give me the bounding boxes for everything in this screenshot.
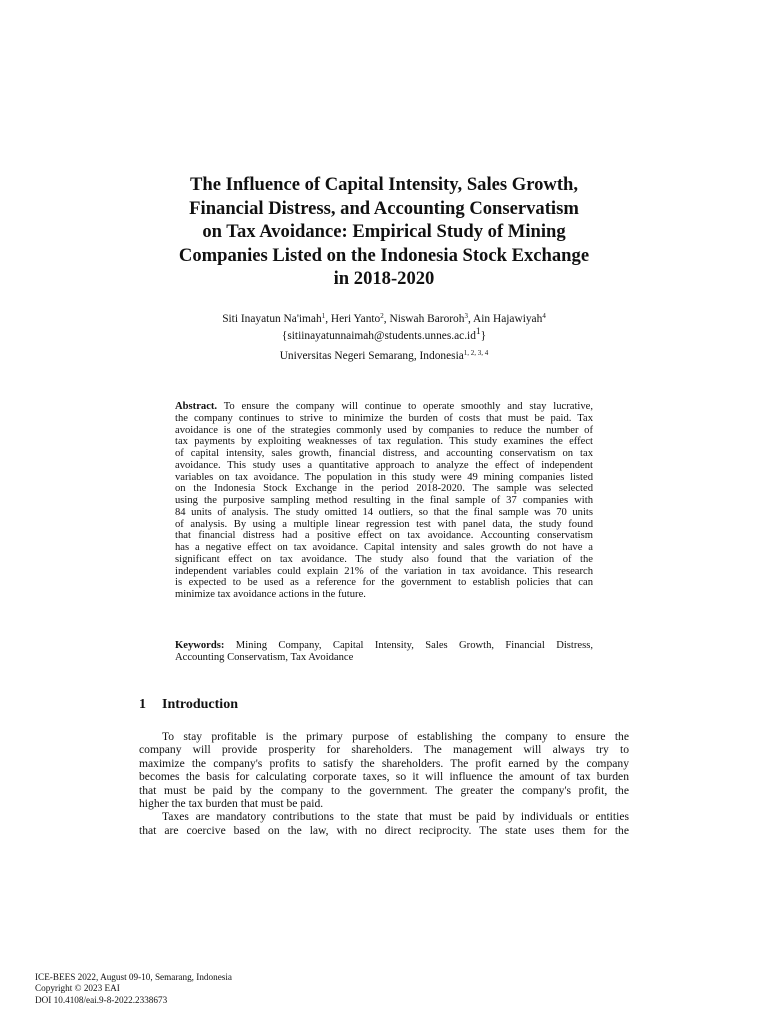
title-line: on Tax Avoidance: Empirical Study of Mining bbox=[202, 221, 566, 242]
author-affiliation-mark: 2 bbox=[380, 312, 384, 320]
abstract-line: of capital intensity, sales growth, financial distress, and accounting conservatism on tax bbox=[175, 448, 593, 459]
abstract-line: tax payments by exploiting weaknesses of tax regulation. This study examines the effect bbox=[175, 436, 593, 448]
body-line: that are coercive based on the law, with no direct reciprocity. The state uses them for the bbox=[139, 823, 629, 837]
keywords-line bbox=[175, 640, 593, 652]
page-footer bbox=[35, 972, 232, 1006]
abstract-line: using the purposive sampling method resulting in the final sample of 37 companies with bbox=[175, 495, 593, 506]
body-line: company will provide prosperity for shareholders. The management will always try to bbox=[139, 743, 629, 757]
abstract-line bbox=[175, 401, 593, 413]
author-name: Niswah Baroroh bbox=[389, 313, 465, 325]
body-line: higher the tax burden that must be paid. bbox=[139, 797, 324, 811]
paper-title bbox=[140, 173, 628, 291]
email-close-brace: } bbox=[480, 329, 487, 342]
section-heading bbox=[139, 697, 238, 713]
abstract-line: of analysis. By using a multiple linear regression test with panel data, the study found bbox=[175, 518, 593, 530]
abstract-line: minimize tax avoidance actions in the future. bbox=[175, 589, 366, 600]
author-list bbox=[140, 313, 628, 326]
author-name: Siti Inayatun Na'imah bbox=[222, 313, 322, 325]
abstract-line: that financial distress had a positive effect on tax avoidance. Accounting conservatism bbox=[175, 530, 593, 542]
email-text: {sitiinayatunnaimah@students.unnes.ac.id bbox=[281, 329, 476, 342]
abstract-line: variables on tax avoidance. The population in this study were 49 mining companies listed bbox=[175, 471, 593, 483]
abstract-line: has a negative effect on tax avoidance. Capital intensity and sales growth do not have a bbox=[175, 542, 593, 553]
author-email bbox=[140, 326, 628, 343]
title-line: Financial Distress, and Accounting Conservatism bbox=[189, 197, 579, 219]
author-name: Heri Yanto bbox=[330, 313, 381, 325]
email-affiliation-mark: 1 bbox=[475, 327, 481, 337]
footer-doi: DOI 10.4108/eai.9-8-2022.2338673 bbox=[35, 994, 168, 1005]
abstract-line: on the Indonesia Stock Exchange in the period 2018-2020. The sample was selected bbox=[175, 483, 593, 495]
keywords bbox=[175, 640, 593, 664]
abstract-line: independent variables could explain 21% of the variation in tax avoidance. This research bbox=[175, 565, 593, 577]
keywords-label: Keywords: bbox=[175, 640, 225, 651]
author-affiliation-mark: 4 bbox=[542, 312, 546, 320]
footer-copyright: Copyright © 2023 EAI bbox=[35, 983, 120, 994]
abstract-text: To ensure the company will continue to operate smoothly and stay lucrative, bbox=[217, 401, 593, 412]
keywords-line: Accounting Conservatism, Tax Avoidance bbox=[175, 651, 354, 663]
body-line: that must be paid by the company to the government. The greater the company's profit, the bbox=[139, 783, 629, 797]
abstract-line: 84 units of analysis. The study omitted 14 outliers, so that the final sample was 70 units bbox=[175, 506, 593, 518]
abstract-label: Abstract. bbox=[175, 401, 218, 412]
abstract-line: avoidance. This study uses a quantitative approach to analyze the effect of independent bbox=[175, 459, 593, 471]
abstract bbox=[175, 401, 593, 601]
title-line: in 2018-2020 bbox=[333, 268, 435, 289]
abstract-line: is expected to be used as a reference for the government to establish policies that can bbox=[175, 577, 593, 589]
abstract-line: significant effect on tax avoidance. The study also found that the variation of the bbox=[175, 553, 593, 565]
section-title: Introduction bbox=[162, 697, 238, 712]
body-text bbox=[139, 730, 629, 837]
section-number: 1 bbox=[139, 697, 146, 712]
author-separator: , bbox=[467, 313, 474, 325]
author-affiliation-mark: 1 bbox=[321, 312, 326, 320]
body-line: To stay profitable is the primary purpose of establishing the company to ensure the bbox=[162, 730, 629, 743]
footer-conference: ICE-BEES 2022, August 09-10, Semarang, Indonesia bbox=[35, 972, 232, 982]
author-affiliation-mark: 3 bbox=[464, 312, 468, 320]
author-affiliation bbox=[140, 350, 628, 363]
title-line: The Influence of Capital Intensity, Sales Growth, bbox=[189, 174, 579, 195]
author-separator: , bbox=[325, 313, 331, 325]
abstract-line: the company continues to strive to minimize the burden of costs that must be paid. Tax bbox=[175, 412, 593, 424]
keywords-text: Mining Company, Capital Intensity, Sales Growth, Financial Distress, bbox=[224, 640, 593, 651]
affiliation-marks: 1, 2, 3, 4 bbox=[463, 349, 489, 357]
author-name: Ain Hajawiyah bbox=[473, 313, 543, 325]
title-line: Companies Listed on the Indonesia Stock Exchange bbox=[178, 244, 590, 266]
author-separator: , bbox=[383, 313, 390, 325]
abstract-line: avoidance is one of the strategies commonly used by companies to reduce the number of bbox=[175, 424, 593, 436]
affiliation-text: Universitas Negeri Semarang, Indonesia bbox=[279, 350, 464, 362]
body-line: maximize the company's profits to satisfy the shareholders. The profit earned by the company bbox=[139, 756, 629, 770]
body-line: Taxes are mandatory contributions to the state that must be paid by individuals or entities bbox=[162, 810, 629, 824]
body-line: becomes the basis for calculating corporate taxes, so it will influence the amount of tax burden bbox=[139, 770, 629, 784]
